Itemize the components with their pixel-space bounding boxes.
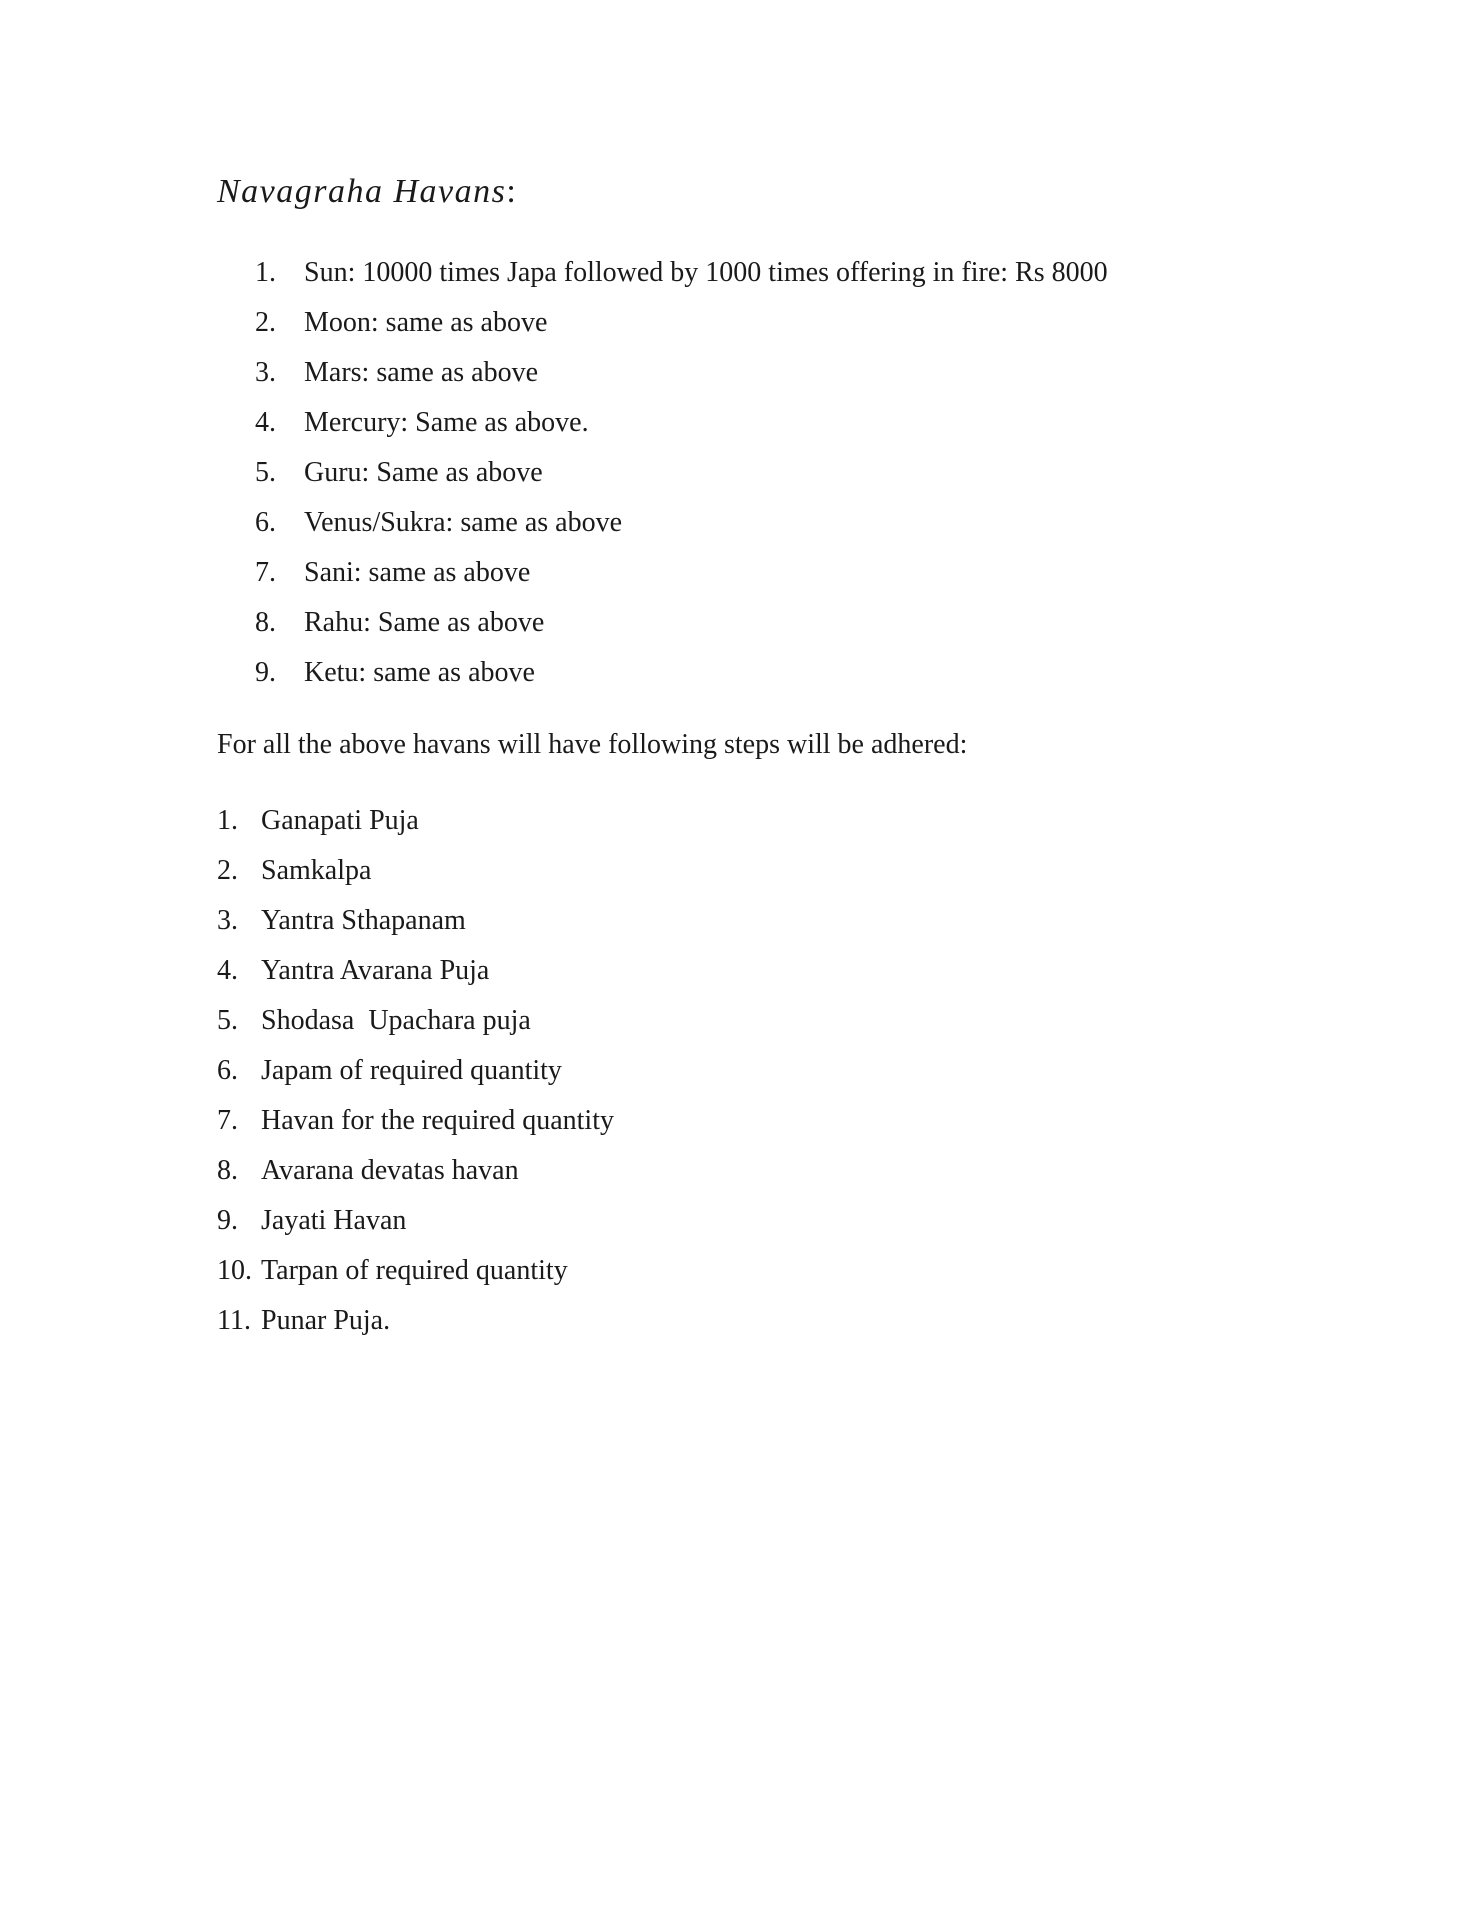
item-number: 5.	[217, 1005, 238, 1036]
item-text: Tarpan of required quantity	[261, 1255, 568, 1286]
item-text: Shodasa Upachara puja	[261, 1005, 531, 1036]
item-text: Mercury: Same as above.	[304, 407, 589, 438]
item-number: 6.	[255, 507, 276, 538]
item-number: 9.	[255, 657, 276, 688]
item-text: Venus/Sukra: same as above	[304, 507, 623, 538]
list-item	[217, 846, 614, 896]
list-item	[217, 1246, 614, 1296]
list-item	[217, 1046, 614, 1096]
item-number: 1.	[255, 257, 276, 288]
list-item	[255, 498, 1108, 548]
title-text: Navagraha Havans	[217, 173, 507, 210]
havan-list	[255, 248, 1108, 698]
item-text: Yantra Sthapanam	[261, 905, 466, 936]
list-item	[217, 1146, 614, 1196]
item-number: 2.	[217, 855, 238, 886]
list-item	[255, 398, 1108, 448]
list-item	[255, 598, 1108, 648]
item-number: 10.	[217, 1255, 252, 1286]
item-text: Havan for the required quantity	[261, 1105, 614, 1136]
list-item	[217, 796, 614, 846]
item-text: Yantra Avarana Puja	[261, 955, 490, 986]
item-number: 3.	[255, 357, 276, 388]
item-number: 6.	[217, 1055, 238, 1086]
item-number: 8.	[217, 1155, 238, 1186]
item-number: 7.	[217, 1105, 238, 1136]
item-text: Ketu: same as above	[304, 657, 535, 688]
list-item	[217, 1096, 614, 1146]
list-item	[255, 348, 1108, 398]
item-number: 11.	[217, 1305, 251, 1336]
item-text: Avarana devatas havan	[261, 1155, 519, 1186]
item-text: Guru: Same as above	[304, 457, 543, 488]
item-text: Punar Puja.	[261, 1305, 391, 1336]
item-text: Sani: same as above	[304, 557, 531, 588]
item-number: 2.	[255, 307, 276, 338]
item-text: Moon: same as above	[304, 307, 548, 338]
item-number: 8.	[255, 607, 276, 638]
list-item	[255, 648, 1108, 698]
item-text: Samkalpa	[261, 855, 372, 886]
item-text: Sun: 10000 times Japa followed by 1000 times offering in fire: Rs 8000	[304, 257, 1108, 288]
item-text: Japam of required quantity	[261, 1055, 562, 1086]
item-text: Rahu: Same as above	[304, 607, 545, 638]
item-number: 5.	[255, 457, 276, 488]
list-item	[255, 548, 1108, 598]
page-title	[217, 168, 517, 216]
item-number: 7.	[255, 557, 276, 588]
list-item	[255, 448, 1108, 498]
list-item	[255, 298, 1108, 348]
list-item	[255, 248, 1108, 298]
item-number: 9.	[217, 1205, 238, 1236]
item-number: 3.	[217, 905, 238, 936]
list-item	[217, 1196, 614, 1246]
item-number: 4.	[255, 407, 276, 438]
steps-list	[217, 796, 614, 1346]
list-item	[217, 996, 614, 1046]
title-colon: :	[506, 173, 518, 210]
list-item	[217, 946, 614, 996]
item-text: Mars: same as above	[304, 357, 539, 388]
list-item	[217, 1296, 614, 1346]
item-text: Jayati Havan	[261, 1205, 407, 1236]
item-number: 4.	[217, 955, 238, 986]
item-text: Ganapati Puja	[261, 805, 419, 836]
item-number: 1.	[217, 805, 238, 836]
steps-intro: For all the above havans will have following steps will be adhered:	[217, 729, 968, 760]
list-item	[217, 896, 614, 946]
